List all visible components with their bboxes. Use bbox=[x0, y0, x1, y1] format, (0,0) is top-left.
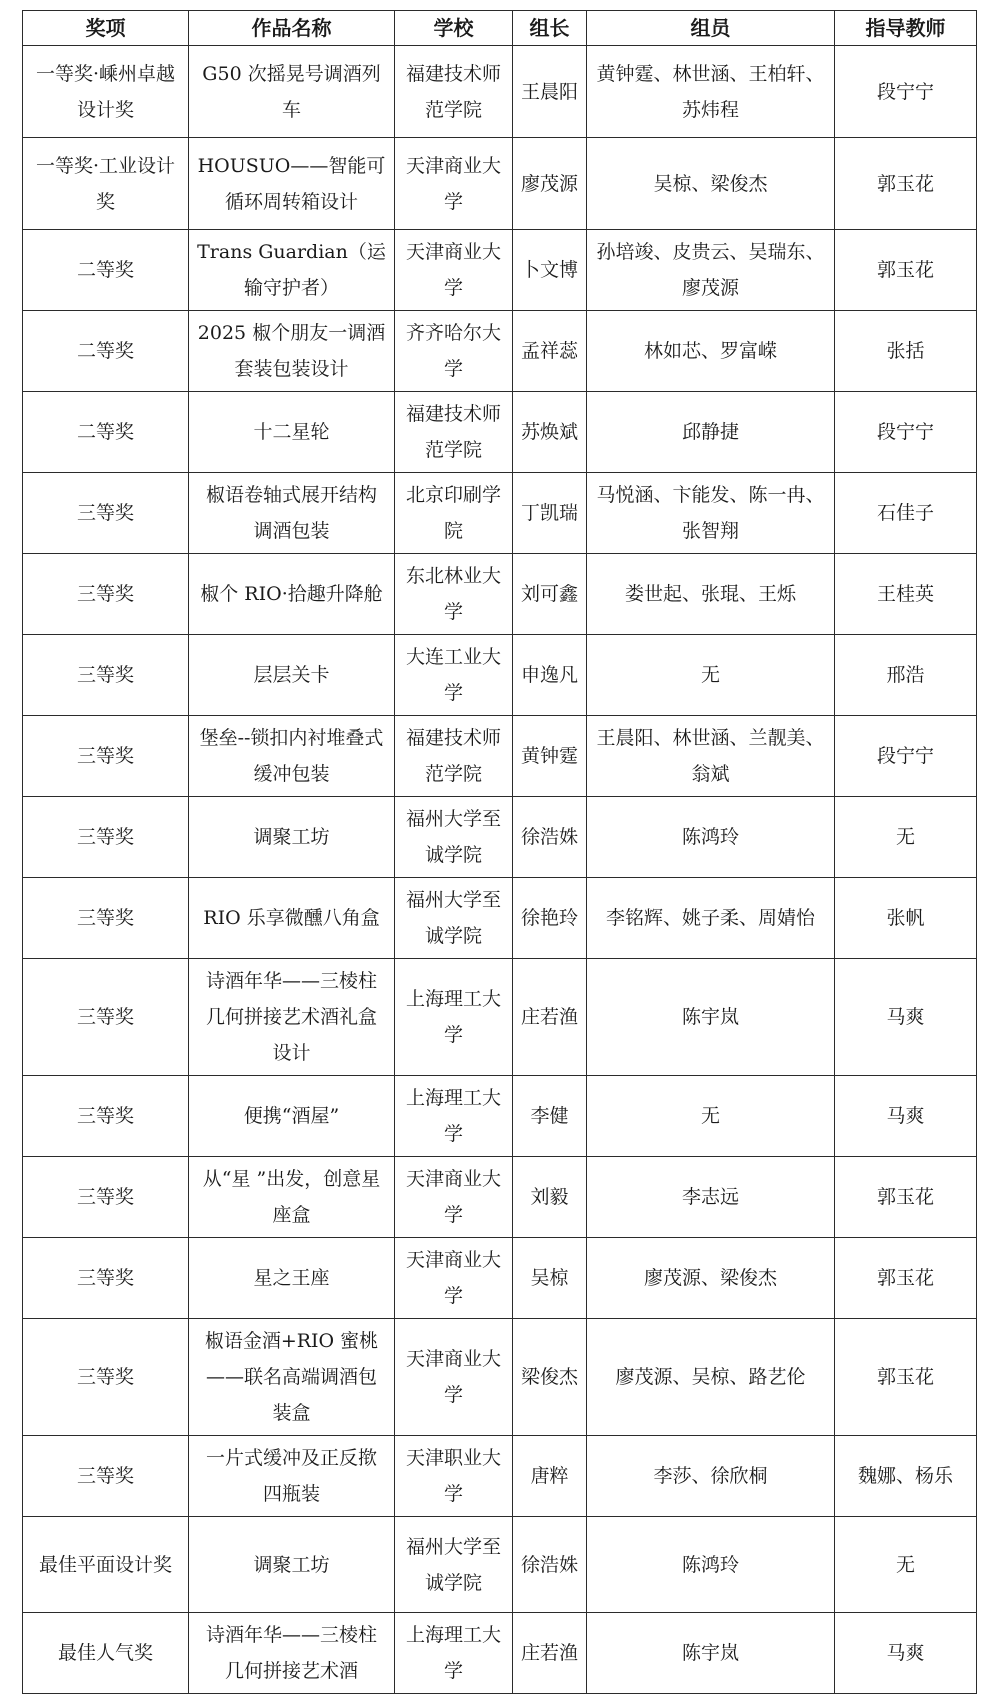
table-row bbox=[23, 959, 977, 1076]
cell-members: 陈鸿玲 bbox=[587, 797, 835, 878]
cell-award: 三等奖 bbox=[23, 1436, 189, 1517]
cell-leader: 申逸凡 bbox=[513, 635, 587, 716]
cell-members: 无 bbox=[587, 635, 835, 716]
cell-work-name: Trans Guardian（运输守护者） bbox=[189, 230, 395, 311]
cell-leader: 庄若渔 bbox=[513, 959, 587, 1076]
cell-school: 大连工业大学 bbox=[395, 635, 513, 716]
award-table-container bbox=[22, 10, 976, 1694]
cell-school: 上海理工大学 bbox=[395, 1613, 513, 1694]
cell-members: 黄钟霆、林世涵、王柏轩、苏炜程 bbox=[587, 46, 835, 138]
cell-members: 李莎、徐欣桐 bbox=[587, 1436, 835, 1517]
cell-leader: 徐艳玲 bbox=[513, 878, 587, 959]
table-row bbox=[23, 554, 977, 635]
cell-school: 福州大学至诚学院 bbox=[395, 797, 513, 878]
cell-award: 三等奖 bbox=[23, 1076, 189, 1157]
cell-award: 三等奖 bbox=[23, 554, 189, 635]
cell-award: 二等奖 bbox=[23, 392, 189, 473]
cell-members: 无 bbox=[587, 1076, 835, 1157]
cell-school: 天津商业大学 bbox=[395, 138, 513, 230]
cell-school: 上海理工大学 bbox=[395, 959, 513, 1076]
cell-leader: 吴椋 bbox=[513, 1238, 587, 1319]
table-row bbox=[23, 230, 977, 311]
cell-teacher: 郭玉花 bbox=[835, 138, 977, 230]
cell-members: 马悦涵、卞能发、陈一冉、张智翔 bbox=[587, 473, 835, 554]
cell-members: 李志远 bbox=[587, 1157, 835, 1238]
table-row bbox=[23, 1238, 977, 1319]
cell-leader: 卜文博 bbox=[513, 230, 587, 311]
cell-award: 三等奖 bbox=[23, 1157, 189, 1238]
cell-members: 林如芯、罗富嵘 bbox=[587, 311, 835, 392]
cell-members: 孙培竣、皮贵云、吴瑞东、廖茂源 bbox=[587, 230, 835, 311]
header-leader: 组长 bbox=[513, 11, 587, 46]
table-row bbox=[23, 716, 977, 797]
cell-work-name: 诗酒年华——三棱柱几何拼接艺术酒礼盒设计 bbox=[189, 959, 395, 1076]
cell-leader: 丁凯瑞 bbox=[513, 473, 587, 554]
cell-teacher: 马爽 bbox=[835, 1613, 977, 1694]
cell-leader: 孟祥蕊 bbox=[513, 311, 587, 392]
cell-work-name: 调聚工坊 bbox=[189, 1517, 395, 1613]
cell-teacher: 郭玉花 bbox=[835, 1157, 977, 1238]
cell-award: 三等奖 bbox=[23, 797, 189, 878]
cell-work-name: 十二星轮 bbox=[189, 392, 395, 473]
cell-school: 福建技术师范学院 bbox=[395, 392, 513, 473]
cell-work-name: 便携“酒屋” bbox=[189, 1076, 395, 1157]
cell-teacher: 邢浩 bbox=[835, 635, 977, 716]
cell-school: 天津商业大学 bbox=[395, 230, 513, 311]
cell-school: 天津职业大学 bbox=[395, 1436, 513, 1517]
cell-award: 三等奖 bbox=[23, 878, 189, 959]
cell-school: 福建技术师范学院 bbox=[395, 716, 513, 797]
cell-school: 天津商业大学 bbox=[395, 1157, 513, 1238]
cell-award: 一等奖·嵊州卓越设计奖 bbox=[23, 46, 189, 138]
cell-leader: 黄钟霆 bbox=[513, 716, 587, 797]
table-row bbox=[23, 46, 977, 138]
cell-leader: 徐浩姝 bbox=[513, 797, 587, 878]
cell-work-name: 堡垒--锁扣内衬堆叠式缓冲包装 bbox=[189, 716, 395, 797]
cell-members: 廖茂源、吴椋、路艺伦 bbox=[587, 1319, 835, 1436]
cell-award: 最佳平面设计奖 bbox=[23, 1517, 189, 1613]
cell-teacher: 张括 bbox=[835, 311, 977, 392]
cell-award: 三等奖 bbox=[23, 1319, 189, 1436]
cell-work-name: 诗酒年华——三棱柱几何拼接艺术酒 bbox=[189, 1613, 395, 1694]
cell-members: 吴椋、梁俊杰 bbox=[587, 138, 835, 230]
cell-teacher: 王桂英 bbox=[835, 554, 977, 635]
cell-members: 娄世起、张琨、王烁 bbox=[587, 554, 835, 635]
cell-award: 三等奖 bbox=[23, 473, 189, 554]
cell-teacher: 段宁宁 bbox=[835, 392, 977, 473]
cell-leader: 廖茂源 bbox=[513, 138, 587, 230]
cell-teacher: 无 bbox=[835, 1517, 977, 1613]
cell-leader: 徐浩姝 bbox=[513, 1517, 587, 1613]
cell-award: 二等奖 bbox=[23, 311, 189, 392]
cell-school: 齐齐哈尔大学 bbox=[395, 311, 513, 392]
cell-work-name: 星之王座 bbox=[189, 1238, 395, 1319]
cell-teacher: 魏娜、杨乐 bbox=[835, 1436, 977, 1517]
cell-leader: 苏焕斌 bbox=[513, 392, 587, 473]
cell-members: 邱静捷 bbox=[587, 392, 835, 473]
cell-work-name: RIO 乐享微醺八角盒 bbox=[189, 878, 395, 959]
cell-school: 福建技术师范学院 bbox=[395, 46, 513, 138]
cell-school: 上海理工大学 bbox=[395, 1076, 513, 1157]
cell-work-name: 一片式缓冲及正反揿四瓶装 bbox=[189, 1436, 395, 1517]
cell-teacher: 郭玉花 bbox=[835, 1238, 977, 1319]
cell-award: 一等奖·工业设计奖 bbox=[23, 138, 189, 230]
table-row bbox=[23, 1319, 977, 1436]
cell-leader: 庄若渔 bbox=[513, 1613, 587, 1694]
table-row bbox=[23, 1157, 977, 1238]
cell-members: 陈宇岚 bbox=[587, 959, 835, 1076]
cell-leader: 刘可鑫 bbox=[513, 554, 587, 635]
cell-school: 东北林业大学 bbox=[395, 554, 513, 635]
table-row bbox=[23, 473, 977, 554]
table-row bbox=[23, 1517, 977, 1613]
cell-members: 王晨阳、林世涵、兰靓美、翁斌 bbox=[587, 716, 835, 797]
cell-members: 李铭辉、姚子柔、周婧怡 bbox=[587, 878, 835, 959]
table-row bbox=[23, 797, 977, 878]
cell-work-name: 调聚工坊 bbox=[189, 797, 395, 878]
cell-leader: 王晨阳 bbox=[513, 46, 587, 138]
cell-work-name: 层层关卡 bbox=[189, 635, 395, 716]
cell-teacher: 马爽 bbox=[835, 959, 977, 1076]
cell-school: 福州大学至诚学院 bbox=[395, 1517, 513, 1613]
cell-teacher: 无 bbox=[835, 797, 977, 878]
table-header-row bbox=[23, 11, 977, 46]
cell-award: 三等奖 bbox=[23, 635, 189, 716]
table-row bbox=[23, 392, 977, 473]
table-row bbox=[23, 1076, 977, 1157]
table-row bbox=[23, 635, 977, 716]
header-teacher: 指导教师 bbox=[835, 11, 977, 46]
cell-teacher: 段宁宁 bbox=[835, 46, 977, 138]
cell-teacher: 张帆 bbox=[835, 878, 977, 959]
cell-work-name: 2025 椒个朋友一调酒套装包装设计 bbox=[189, 311, 395, 392]
cell-work-name: HOUSUO——智能可循环周转箱设计 bbox=[189, 138, 395, 230]
table-row bbox=[23, 311, 977, 392]
cell-members: 陈鸿玲 bbox=[587, 1517, 835, 1613]
cell-school: 北京印刷学院 bbox=[395, 473, 513, 554]
cell-leader: 梁俊杰 bbox=[513, 1319, 587, 1436]
cell-teacher: 郭玉花 bbox=[835, 1319, 977, 1436]
cell-school: 天津商业大学 bbox=[395, 1238, 513, 1319]
table-row bbox=[23, 1436, 977, 1517]
header-members: 组员 bbox=[587, 11, 835, 46]
cell-work-name: 椒个 RIO·拾趣升降舱 bbox=[189, 554, 395, 635]
cell-award: 三等奖 bbox=[23, 1238, 189, 1319]
cell-award: 二等奖 bbox=[23, 230, 189, 311]
cell-award: 最佳人气奖 bbox=[23, 1613, 189, 1694]
header-award: 奖项 bbox=[23, 11, 189, 46]
cell-members: 陈宇岚 bbox=[587, 1613, 835, 1694]
cell-school: 福州大学至诚学院 bbox=[395, 878, 513, 959]
award-table bbox=[22, 10, 977, 1694]
cell-teacher: 段宁宁 bbox=[835, 716, 977, 797]
cell-work-name: 椒语金酒+RIO 蜜桃——联名高端调酒包装盒 bbox=[189, 1319, 395, 1436]
cell-teacher: 马爽 bbox=[835, 1076, 977, 1157]
cell-award: 三等奖 bbox=[23, 716, 189, 797]
cell-teacher: 郭玉花 bbox=[835, 230, 977, 311]
header-school: 学校 bbox=[395, 11, 513, 46]
cell-work-name: 从“星 ”出发，创意星座盒 bbox=[189, 1157, 395, 1238]
cell-leader: 唐粹 bbox=[513, 1436, 587, 1517]
cell-award: 三等奖 bbox=[23, 959, 189, 1076]
cell-work-name: G50 次摇晃号调酒列车 bbox=[189, 46, 395, 138]
cell-school: 天津商业大学 bbox=[395, 1319, 513, 1436]
table-row bbox=[23, 878, 977, 959]
cell-work-name: 椒语卷轴式展开结构调酒包装 bbox=[189, 473, 395, 554]
cell-teacher: 石佳子 bbox=[835, 473, 977, 554]
table-body bbox=[23, 46, 977, 1694]
header-work-name: 作品名称 bbox=[189, 11, 395, 46]
table-row bbox=[23, 138, 977, 230]
table-row bbox=[23, 1613, 977, 1694]
cell-leader: 刘毅 bbox=[513, 1157, 587, 1238]
cell-leader: 李健 bbox=[513, 1076, 587, 1157]
cell-members: 廖茂源、梁俊杰 bbox=[587, 1238, 835, 1319]
